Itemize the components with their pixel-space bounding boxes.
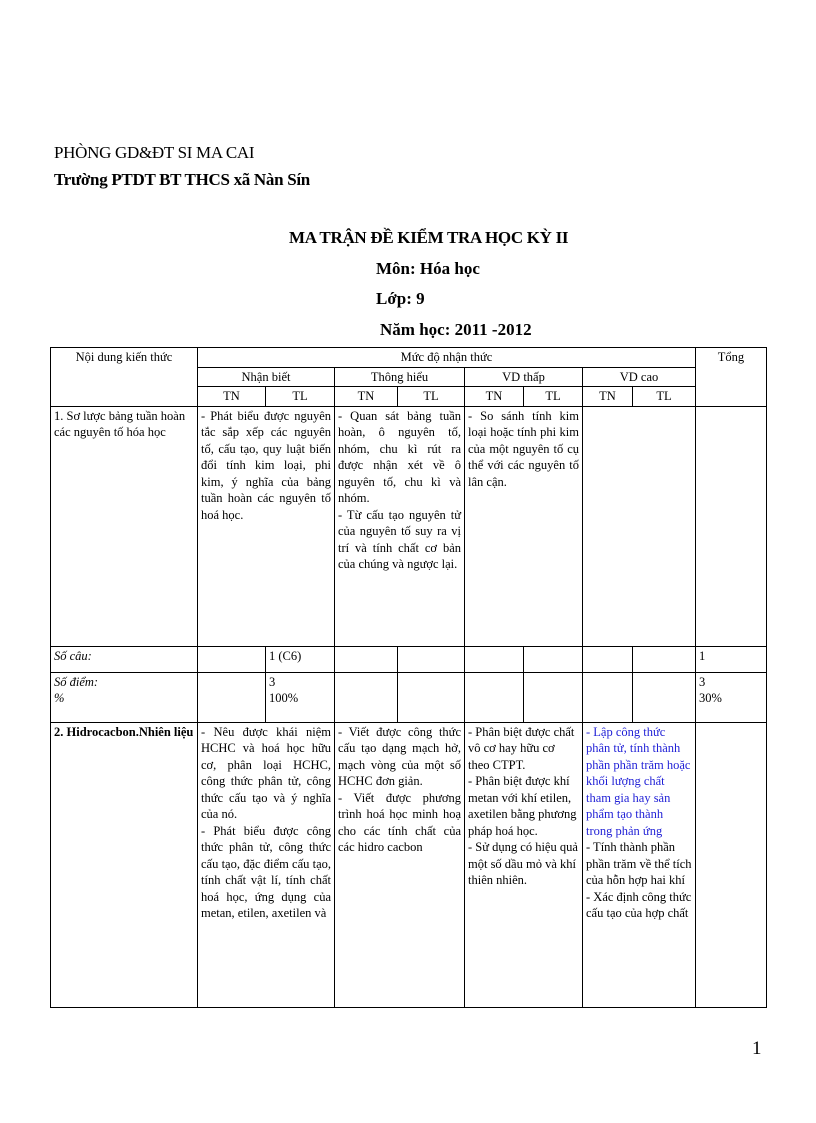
so-diem-label: Số điểm: bbox=[54, 674, 99, 689]
nhan-biet-cell-2 bbox=[198, 722, 335, 1007]
empty-cell bbox=[198, 672, 266, 722]
thong-hieu-text: - Quan sát bảng tuần hoàn, ô nguyên tố, nhóm, chu kì rút ra được nhận xét về ô nguyên tố, chu kì và nhóm. bbox=[338, 408, 461, 505]
level-vd-cao: VD cao bbox=[583, 367, 696, 387]
topic-cell-1 bbox=[51, 406, 198, 646]
so-diem-tl: 3 bbox=[269, 674, 276, 689]
topic-cell-2 bbox=[51, 722, 198, 1007]
page-number: 1 bbox=[752, 1038, 762, 1059]
level-vd-thap: VD thấp bbox=[465, 367, 583, 387]
total-cell-2 bbox=[696, 722, 767, 1007]
nhan-biet-text-2: - Phát biểu được công thức phân tử, công thức cấu tạo, đặc điểm cấu tạo, tính chất vật lí, tính chất hoá học, ứng dụng của metan, etilen, axetilen và bbox=[201, 823, 331, 920]
vd-thap-cell-2 bbox=[465, 722, 583, 1007]
header-total: Tổng bbox=[696, 348, 767, 407]
level-nhan-biet: Nhận biết bbox=[198, 367, 335, 387]
so-cau-label: Số câu: bbox=[51, 646, 198, 672]
percent-total: 30% bbox=[699, 691, 722, 705]
empty-cell bbox=[465, 646, 524, 672]
so-cau-total: 1 bbox=[696, 646, 767, 672]
sub-tl: TL bbox=[398, 387, 465, 407]
topic-1-label: 1. Sơ lược bảng tuần hoàn các nguyên tố hóa học bbox=[54, 408, 186, 439]
thong-hieu-text-2: - Từ cấu tạo nguyên tử của nguyên tố suy ra vị trí và tính chất cơ bản của chúng và ngược lại. bbox=[338, 507, 461, 571]
school-year-line: Năm học: 2011 -2012 bbox=[380, 320, 532, 339]
empty-cell bbox=[633, 672, 696, 722]
percent-tl: 100% bbox=[269, 691, 299, 705]
vd-cao-text-2: - Tính thành phần phần trăm về thể tích của hỗn hợp hai khí bbox=[586, 840, 692, 887]
topic-2-label: 2. Hidrocacbon.Nhiên liệu bbox=[54, 724, 194, 739]
empty-cell bbox=[633, 646, 696, 672]
empty-cell bbox=[583, 672, 633, 722]
thong-hieu-cell-2 bbox=[335, 722, 465, 1007]
total-cell-1 bbox=[696, 406, 767, 646]
nhan-biet-text: - Phát biểu được nguyên tắc sắp xếp các nguyên tố, cấu tạo, quy luật biến đổi tính kim loại, phi kim, ý nghĩa của bảng tuần hoàn các nguyên tố hoá học. bbox=[201, 408, 331, 522]
thong-hieu-cell-1 bbox=[335, 406, 465, 646]
sub-tl: TL bbox=[266, 387, 335, 407]
thong-hieu-text: - Viết được công thức cấu tạo dạng mạch hở, mạch vòng của một số HCHC đơn giản. bbox=[338, 724, 461, 788]
thong-hieu-text-2: - Viết được phương trình hoá học minh hoạ cho các tính chất của các hidro cacbon bbox=[338, 790, 461, 854]
so-diem-total: 3 bbox=[699, 674, 706, 689]
so-diem-label-cell bbox=[51, 672, 198, 722]
so-diem-total-cell bbox=[696, 672, 767, 722]
vd-cao-cell-2 bbox=[583, 722, 696, 1007]
empty-cell bbox=[465, 672, 524, 722]
percent-label: % bbox=[54, 691, 65, 705]
vd-thap-text: - So sánh tính kim loại hoặc tính phi kim của một nguyên tố cụ thể với các nguyên tố lân cận. bbox=[468, 408, 579, 489]
sub-tn: TN bbox=[583, 387, 633, 407]
vd-cao-cell-1 bbox=[583, 406, 696, 646]
sub-tl: TL bbox=[524, 387, 583, 407]
grade-line: Lớp: 9 bbox=[376, 289, 425, 308]
empty-cell bbox=[524, 672, 583, 722]
level-thong-hieu: Thông hiểu bbox=[335, 367, 465, 387]
header-cognitive-level: Mức độ nhận thức bbox=[198, 348, 696, 368]
vd-cao-text: - Lập công thức phân tử, tính thành phần phần trăm hoặc khối lượng chất tham gia hay sản phẩm tạo thành trong phản ứng bbox=[586, 724, 691, 838]
empty-cell bbox=[398, 646, 465, 672]
nhan-biet-text: - Nêu được khái niệm HCHC và hoá học hữu cơ, phân loại HCHC, công thức phân tử, công thức cấu tạo và ý nghĩa của nó. bbox=[201, 724, 331, 821]
empty-cell bbox=[335, 672, 398, 722]
subject-line: Môn: Hóa học bbox=[376, 259, 480, 278]
sub-tn: TN bbox=[465, 387, 524, 407]
header-topic: Nội dung kiến thức bbox=[51, 348, 198, 407]
so-cau-tl: 1 (C6) bbox=[266, 646, 335, 672]
empty-cell bbox=[524, 646, 583, 672]
sub-tn: TN bbox=[198, 387, 266, 407]
sub-tn: TN bbox=[335, 387, 398, 407]
nhan-biet-cell-1 bbox=[198, 406, 335, 646]
school-heading: Trường PTDT BT THCS xã Nàn Sín bbox=[54, 170, 310, 189]
vd-thap-cell-1 bbox=[465, 406, 583, 646]
vd-thap-text: - Phân biệt được chất vô cơ hay hữu cơ theo CTPT. bbox=[468, 724, 575, 772]
vd-cao-text-3: - Xác định công thức cấu tạo của hợp chất bbox=[586, 889, 692, 920]
sub-tl: TL bbox=[633, 387, 696, 407]
empty-cell bbox=[335, 646, 398, 672]
vd-thap-text-3: - Sử dụng có hiệu quả một số dầu mỏ và khí thiên nhiên. bbox=[468, 840, 578, 887]
so-diem-tl-cell bbox=[266, 672, 335, 722]
department-heading: PHÒNG GD&ĐT SI MA CAI bbox=[54, 143, 255, 162]
document-title: MA TRẬN ĐỀ KIỂM TRA HỌC KỲ II bbox=[289, 228, 569, 247]
empty-cell bbox=[398, 672, 465, 722]
assessment-matrix-table bbox=[50, 347, 767, 1008]
empty-cell bbox=[583, 646, 633, 672]
empty-cell bbox=[198, 646, 266, 672]
vd-thap-text-2: - Phân biệt được khí metan với khí etilen, axetilen bằng phương pháp hoá học. bbox=[468, 774, 577, 838]
